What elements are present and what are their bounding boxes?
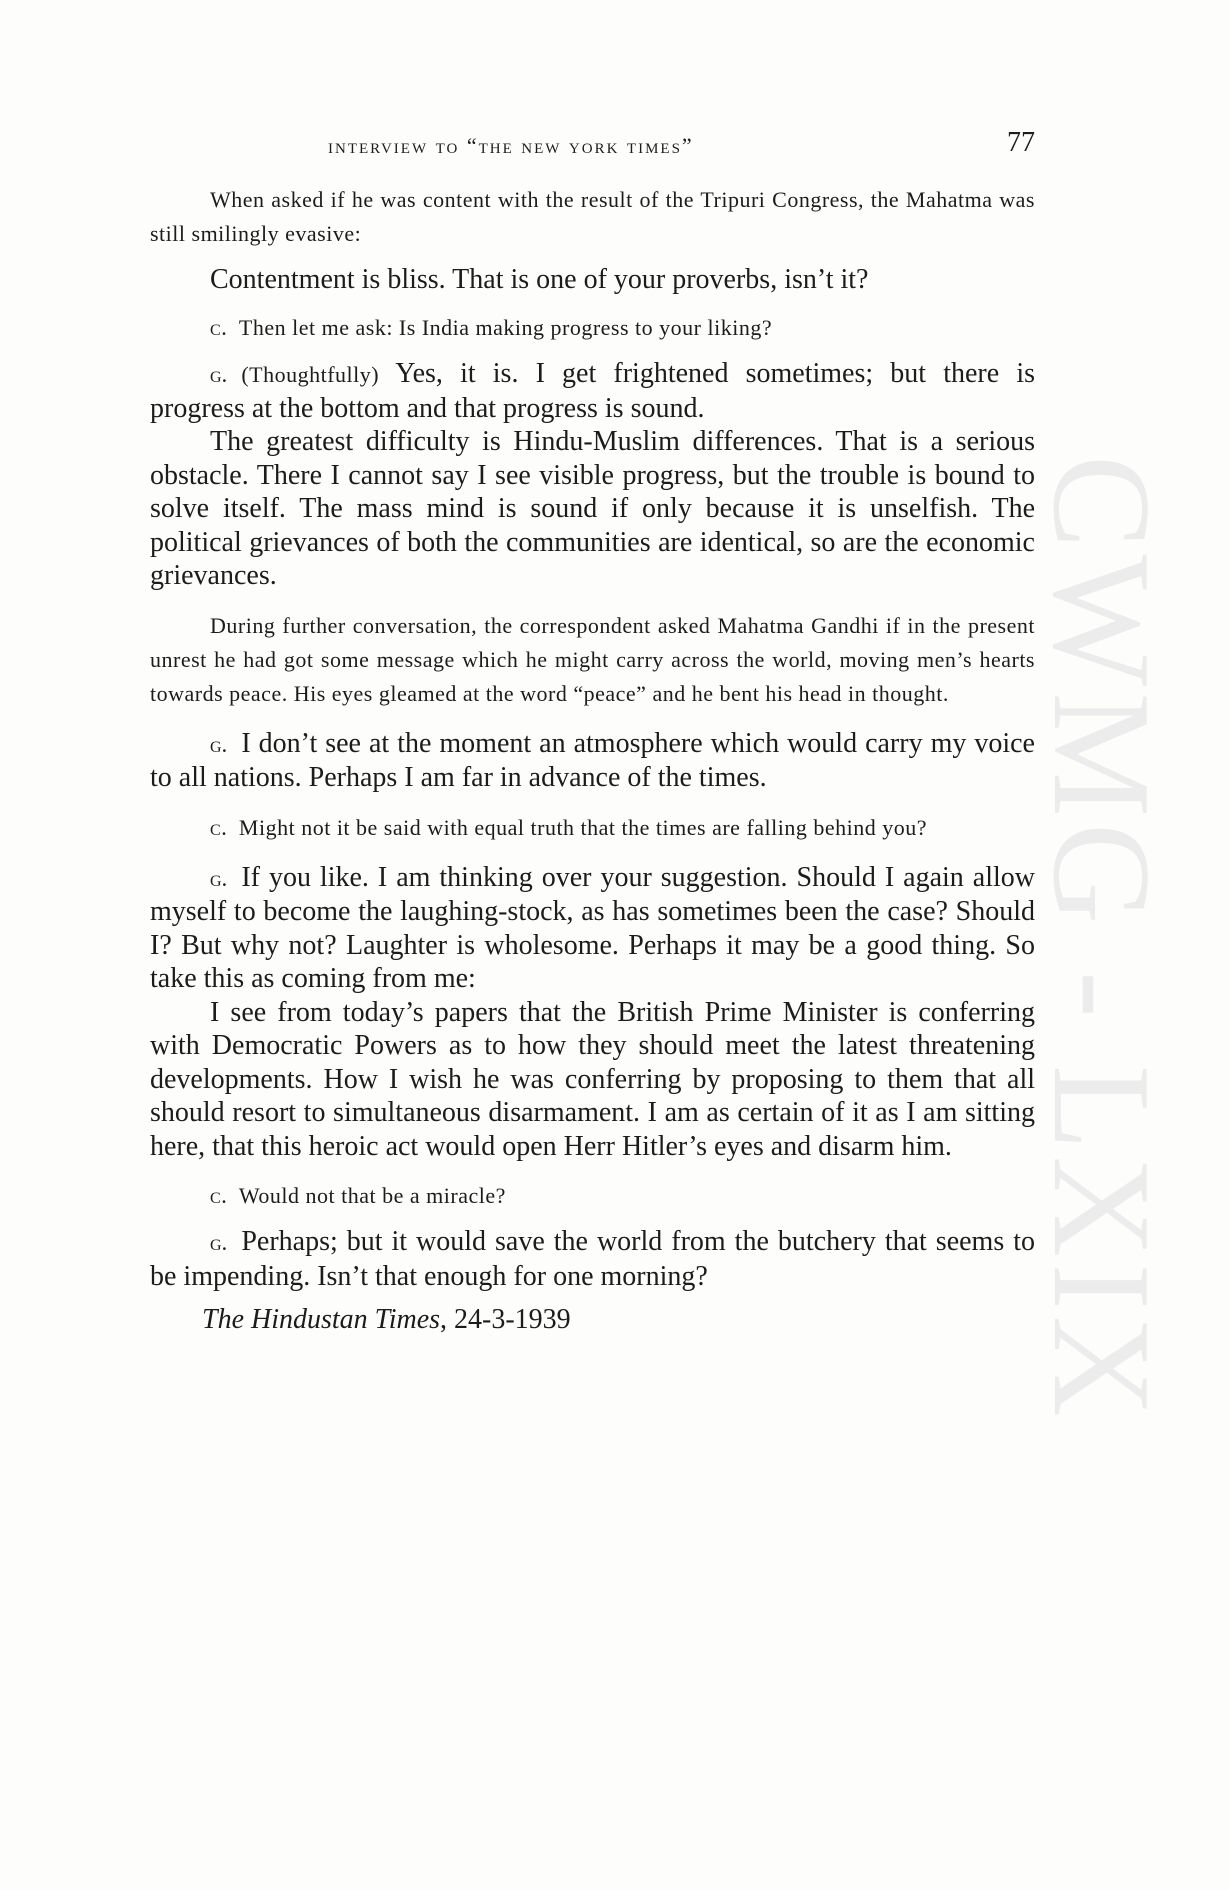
paragraph-text: Then let me ask: Is India making progress to your liking?	[238, 315, 773, 340]
narration-paragraph	[150, 609, 1035, 711]
watermark-text: CWMG - LXIX	[1024, 455, 1179, 1424]
speaker-label: g.	[210, 865, 228, 891]
paragraph-text: Might not it be said with equal truth that the times are falling behind you?	[238, 814, 928, 840]
running-head-title: interview to “the new york times”	[328, 133, 694, 158]
speaker-label: g.	[210, 731, 228, 757]
paragraph-text: Would not that be a miracle?	[238, 1183, 506, 1208]
dialogue-paragraph-correspondent	[150, 311, 1035, 345]
source-publication: The Hindustan Times	[202, 1304, 441, 1335]
source-date: , 24-3-1939	[440, 1304, 571, 1335]
page-content	[150, 125, 1035, 1337]
speaker-label: c.	[210, 814, 228, 840]
paragraph-text: When asked if he was content with the result of the Tripuri Congress, the Mahatma was still smilingly evasive:	[150, 187, 1035, 246]
paragraph-text: Yes, it is. I get frightened sometimes; but there is progress at the bottom and that progress is sound.	[150, 358, 1035, 424]
dialogue-paragraph-correspondent	[150, 811, 1035, 845]
paragraph-text: If you like. I am thinking over your suggestion. Should I again allow myself to become the laughing-stock, as has sometimes been the case? Should I? But why not? Laughter is wholesome. Perhaps it may be a good thing. So take this as coming from me:	[150, 861, 1035, 994]
paragraph-text: The greatest difficulty is Hindu-Muslim differences. That is a serious obstacle. There I cannot say I see visible progress, but the trouble is bound to solve itself. The mass mind is sound if only because it is unselfish. The political grievances of both the communities are identical, so are the economic grievances.	[150, 426, 1035, 591]
speaker-label: c.	[210, 315, 228, 340]
paragraph-text: Contentment is bliss. That is one of your proverbs, isn’t it?	[210, 264, 869, 295]
paragraph-text: I don’t see at the moment an atmosphere which would carry my voice to all nations. Perhaps I am far in advance of the times.	[150, 727, 1035, 793]
dialogue-paragraph-gandhi	[150, 1225, 1035, 1293]
page-number: 77	[1007, 127, 1035, 158]
speaker-label: c.	[210, 1183, 228, 1208]
cwmg-watermark	[1024, 455, 1179, 1424]
paragraph-text: During further conversation, the correspondent asked Mahatma Gandhi if in the present unrest he had got some message which he might carry across the world, moving men’s hearts towards peace. His eyes gleamed at the word “peace” and he bent his head in thought.	[150, 612, 1035, 706]
dialogue-paragraph-correspondent	[150, 1179, 1035, 1213]
dialogue-paragraph-gandhi	[150, 861, 1035, 996]
dialogue-paragraph-gandhi	[150, 727, 1035, 795]
source-citation	[150, 1303, 1035, 1337]
running-head	[150, 125, 1035, 165]
body-paragraph	[150, 996, 1035, 1164]
dialogue-paragraph-gandhi	[150, 357, 1035, 425]
stage-direction: (Thoughtfully)	[241, 362, 380, 387]
narration-paragraph	[150, 183, 1035, 251]
paragraph-text: Perhaps; but it would save the world from the butchery that seems to be impending. Isn’t that enough for one morning?	[150, 1226, 1035, 1292]
speaker-label: g.	[210, 1230, 228, 1255]
paragraph-text: I see from today’s papers that the British Prime Minister is conferring with Democratic Powers as to how they should meet the latest threatening developments. How I wish he was conferring by proposing to them that all should resort to simultaneous disarmament. I am as certain of it as I am sitting here, that this heroic act would open Herr Hitler’s eyes and disarm him.	[150, 996, 1035, 1162]
quote-paragraph	[150, 263, 1035, 297]
speaker-label: g.	[210, 362, 228, 387]
body-paragraph	[150, 425, 1035, 593]
